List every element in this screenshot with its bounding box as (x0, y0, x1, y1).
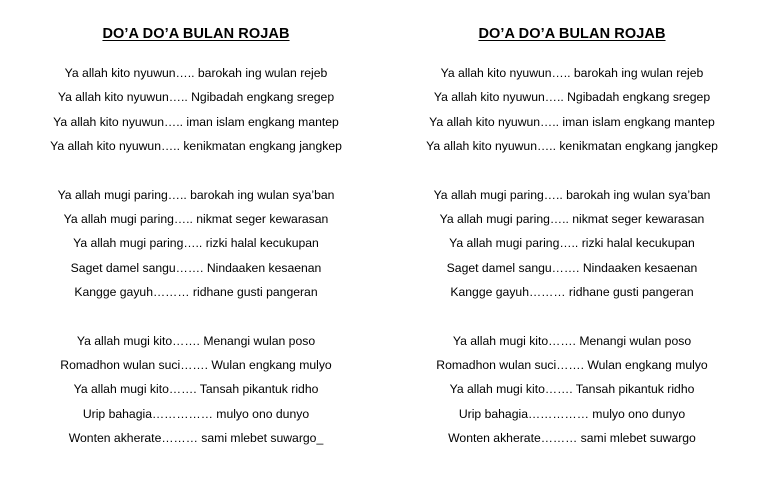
verse-line: Ya allah mugi paring….. rizki halal kecukupan (73, 236, 319, 251)
verse-line: Ya allah kito nyuwun….. barokah ing wulan rejeb (440, 66, 704, 80)
verse-line: Wonten akherate……… sami mlebet suwargo_ (68, 430, 324, 445)
verse-line: Ya allah kito nyuwun….. iman islam engkang mantep (53, 114, 339, 129)
verse-line: Ya allah kito nyuwun….. kenikmatan engkang jangkep (426, 138, 718, 153)
verse-line: Ya allah kito nyuwun….. iman islam engkang mantep (429, 114, 715, 129)
right-column (402, 24, 742, 450)
verse-line: Ya allah kito nyuwun….. Ngibadah engkang sregep (57, 90, 335, 105)
verse-line: Saget damel sangu……. Nindaaken kesaenan (446, 260, 698, 275)
verse-line: Ya allah mugi paring….. nikmat seger kewarasan (439, 211, 705, 226)
verse-line: Ya allah mugi kito……. Menangi wulan poso (76, 333, 316, 348)
verse-line: Wonten akherate……… sami mlebet suwargo (448, 430, 696, 445)
verse-line: Ya allah mugi paring….. rizki halal kecukupan (449, 236, 695, 251)
verse-line: Ya allah kito nyuwun….. kenikmatan engkang jangkep (50, 138, 342, 153)
verse-line: Romadhon wulan suci……. Wulan engkang mulyo (436, 357, 708, 372)
stanza-poso (26, 329, 366, 450)
verse-line: Ya allah kito nyuwun….. barokah ing wulan rejeb (64, 66, 328, 80)
stanza-rejeb (402, 61, 742, 158)
left-column (26, 24, 366, 450)
verse-line: Ya allah mugi paring….. barokah ing wulan sya’ban (57, 187, 335, 202)
page-title: DO’A DO’A BULAN ROJAB (478, 26, 666, 42)
verse-line: Ya allah mugi paring….. nikmat seger kewarasan (63, 211, 329, 226)
stanza-rejeb (26, 61, 366, 158)
stanza-syaban (26, 183, 366, 304)
verse-line: Kangge gayuh……… ridhane gusti pangeran (74, 284, 318, 299)
page-title: DO’A DO’A BULAN ROJAB (102, 26, 290, 42)
verse-line: Urip bahagia…………… mulyo ono dunyo (82, 406, 310, 421)
stanza-syaban (402, 183, 742, 304)
verse-line: Ya allah kito nyuwun….. Ngibadah engkang sregep (433, 90, 711, 105)
verse-line: Ya allah mugi kito……. Tansah pikantuk ridho (449, 382, 695, 397)
verse-line: Kangge gayuh……… ridhane gusti pangeran (450, 284, 694, 299)
verse-line: Saget damel sangu……. Nindaaken kesaenan (70, 260, 322, 275)
verse-line: Ya allah mugi kito……. Tansah pikantuk ridho (73, 382, 319, 397)
verse-line: Ya allah mugi paring….. barokah ing wulan sya’ban (433, 187, 711, 202)
verse-line: Urip bahagia…………… mulyo ono dunyo (458, 406, 686, 421)
stanza-poso (402, 329, 742, 450)
verse-line: Ya allah mugi kito……. Menangi wulan poso (452, 333, 692, 348)
verse-line: Romadhon wulan suci……. Wulan engkang mulyo (60, 357, 332, 372)
